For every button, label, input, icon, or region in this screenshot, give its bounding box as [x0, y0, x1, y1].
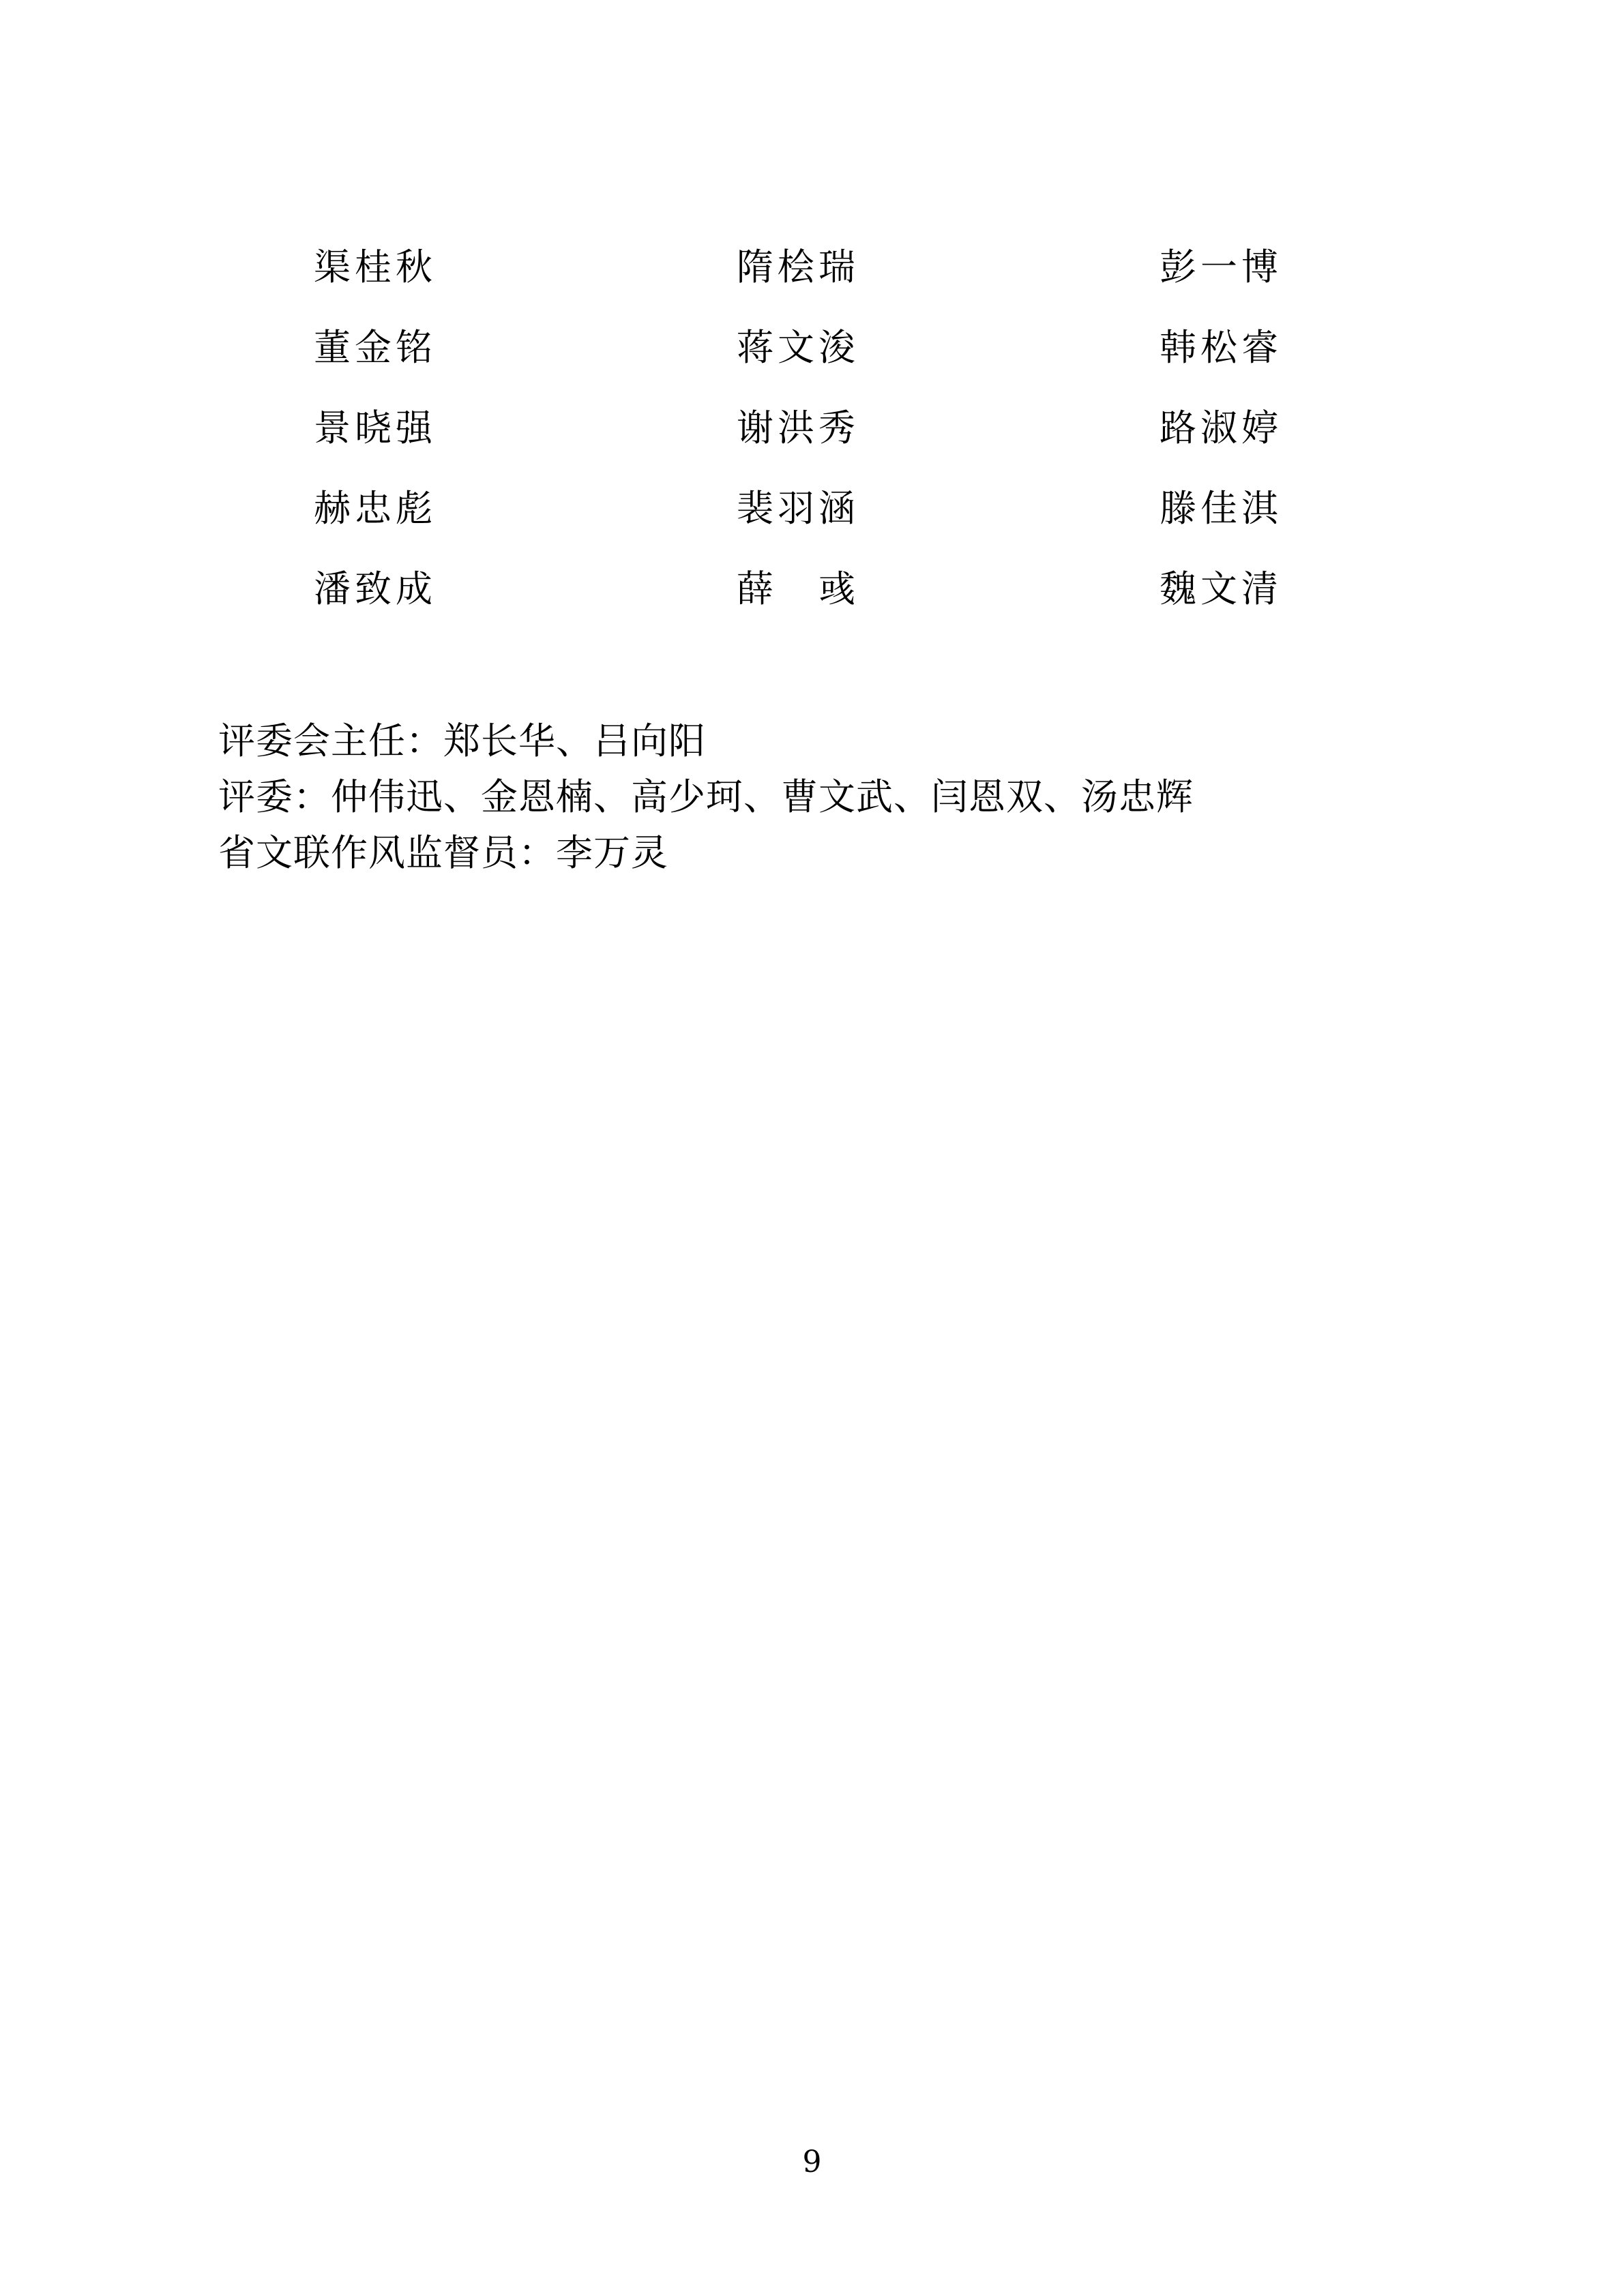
- name-cell: 赫忠彪: [314, 487, 437, 530]
- name-cell: 蒋文浚: [737, 326, 859, 369]
- committee-chair-line: 评委会主任：郑长华、吕向阳: [218, 719, 706, 762]
- committee-block: [218, 713, 1426, 881]
- name-cell: 景晓强: [314, 406, 437, 449]
- name-cell: 董金铭: [314, 326, 437, 369]
- table-row: [314, 406, 1460, 487]
- table-row: [314, 487, 1460, 567]
- table-row: [314, 245, 1460, 326]
- table-row: [314, 326, 1460, 406]
- spacer: [205, 648, 1426, 713]
- name-cell: 路淑婷: [1160, 406, 1282, 449]
- name-cell: 潘致成: [314, 567, 437, 610]
- name-cell: 彭一博: [1160, 245, 1282, 288]
- name-cell: 渠桂秋: [314, 245, 437, 288]
- name-cell: 韩松睿: [1160, 326, 1282, 369]
- judges-line: 评委：仲伟迅、金恩楠、高少珂、曹文武、闫恩双、汤忠辉: [218, 775, 1194, 819]
- name-cell: 滕佳淇: [1160, 487, 1282, 530]
- page-number: 9: [802, 2145, 822, 2179]
- supervisor-line: 省文联作风监督员：李万灵: [218, 831, 668, 875]
- name-cell: 魏文清: [1160, 567, 1282, 610]
- name-cell: 谢洪秀: [737, 406, 859, 449]
- name-cell: 薛 彧: [737, 567, 859, 610]
- name-cell: 裴羽涵: [737, 487, 859, 530]
- table-row: [314, 567, 1460, 648]
- name-cell: 隋桧瑞: [737, 245, 859, 288]
- page-content: [205, 245, 1426, 881]
- name-grid: [314, 245, 1460, 648]
